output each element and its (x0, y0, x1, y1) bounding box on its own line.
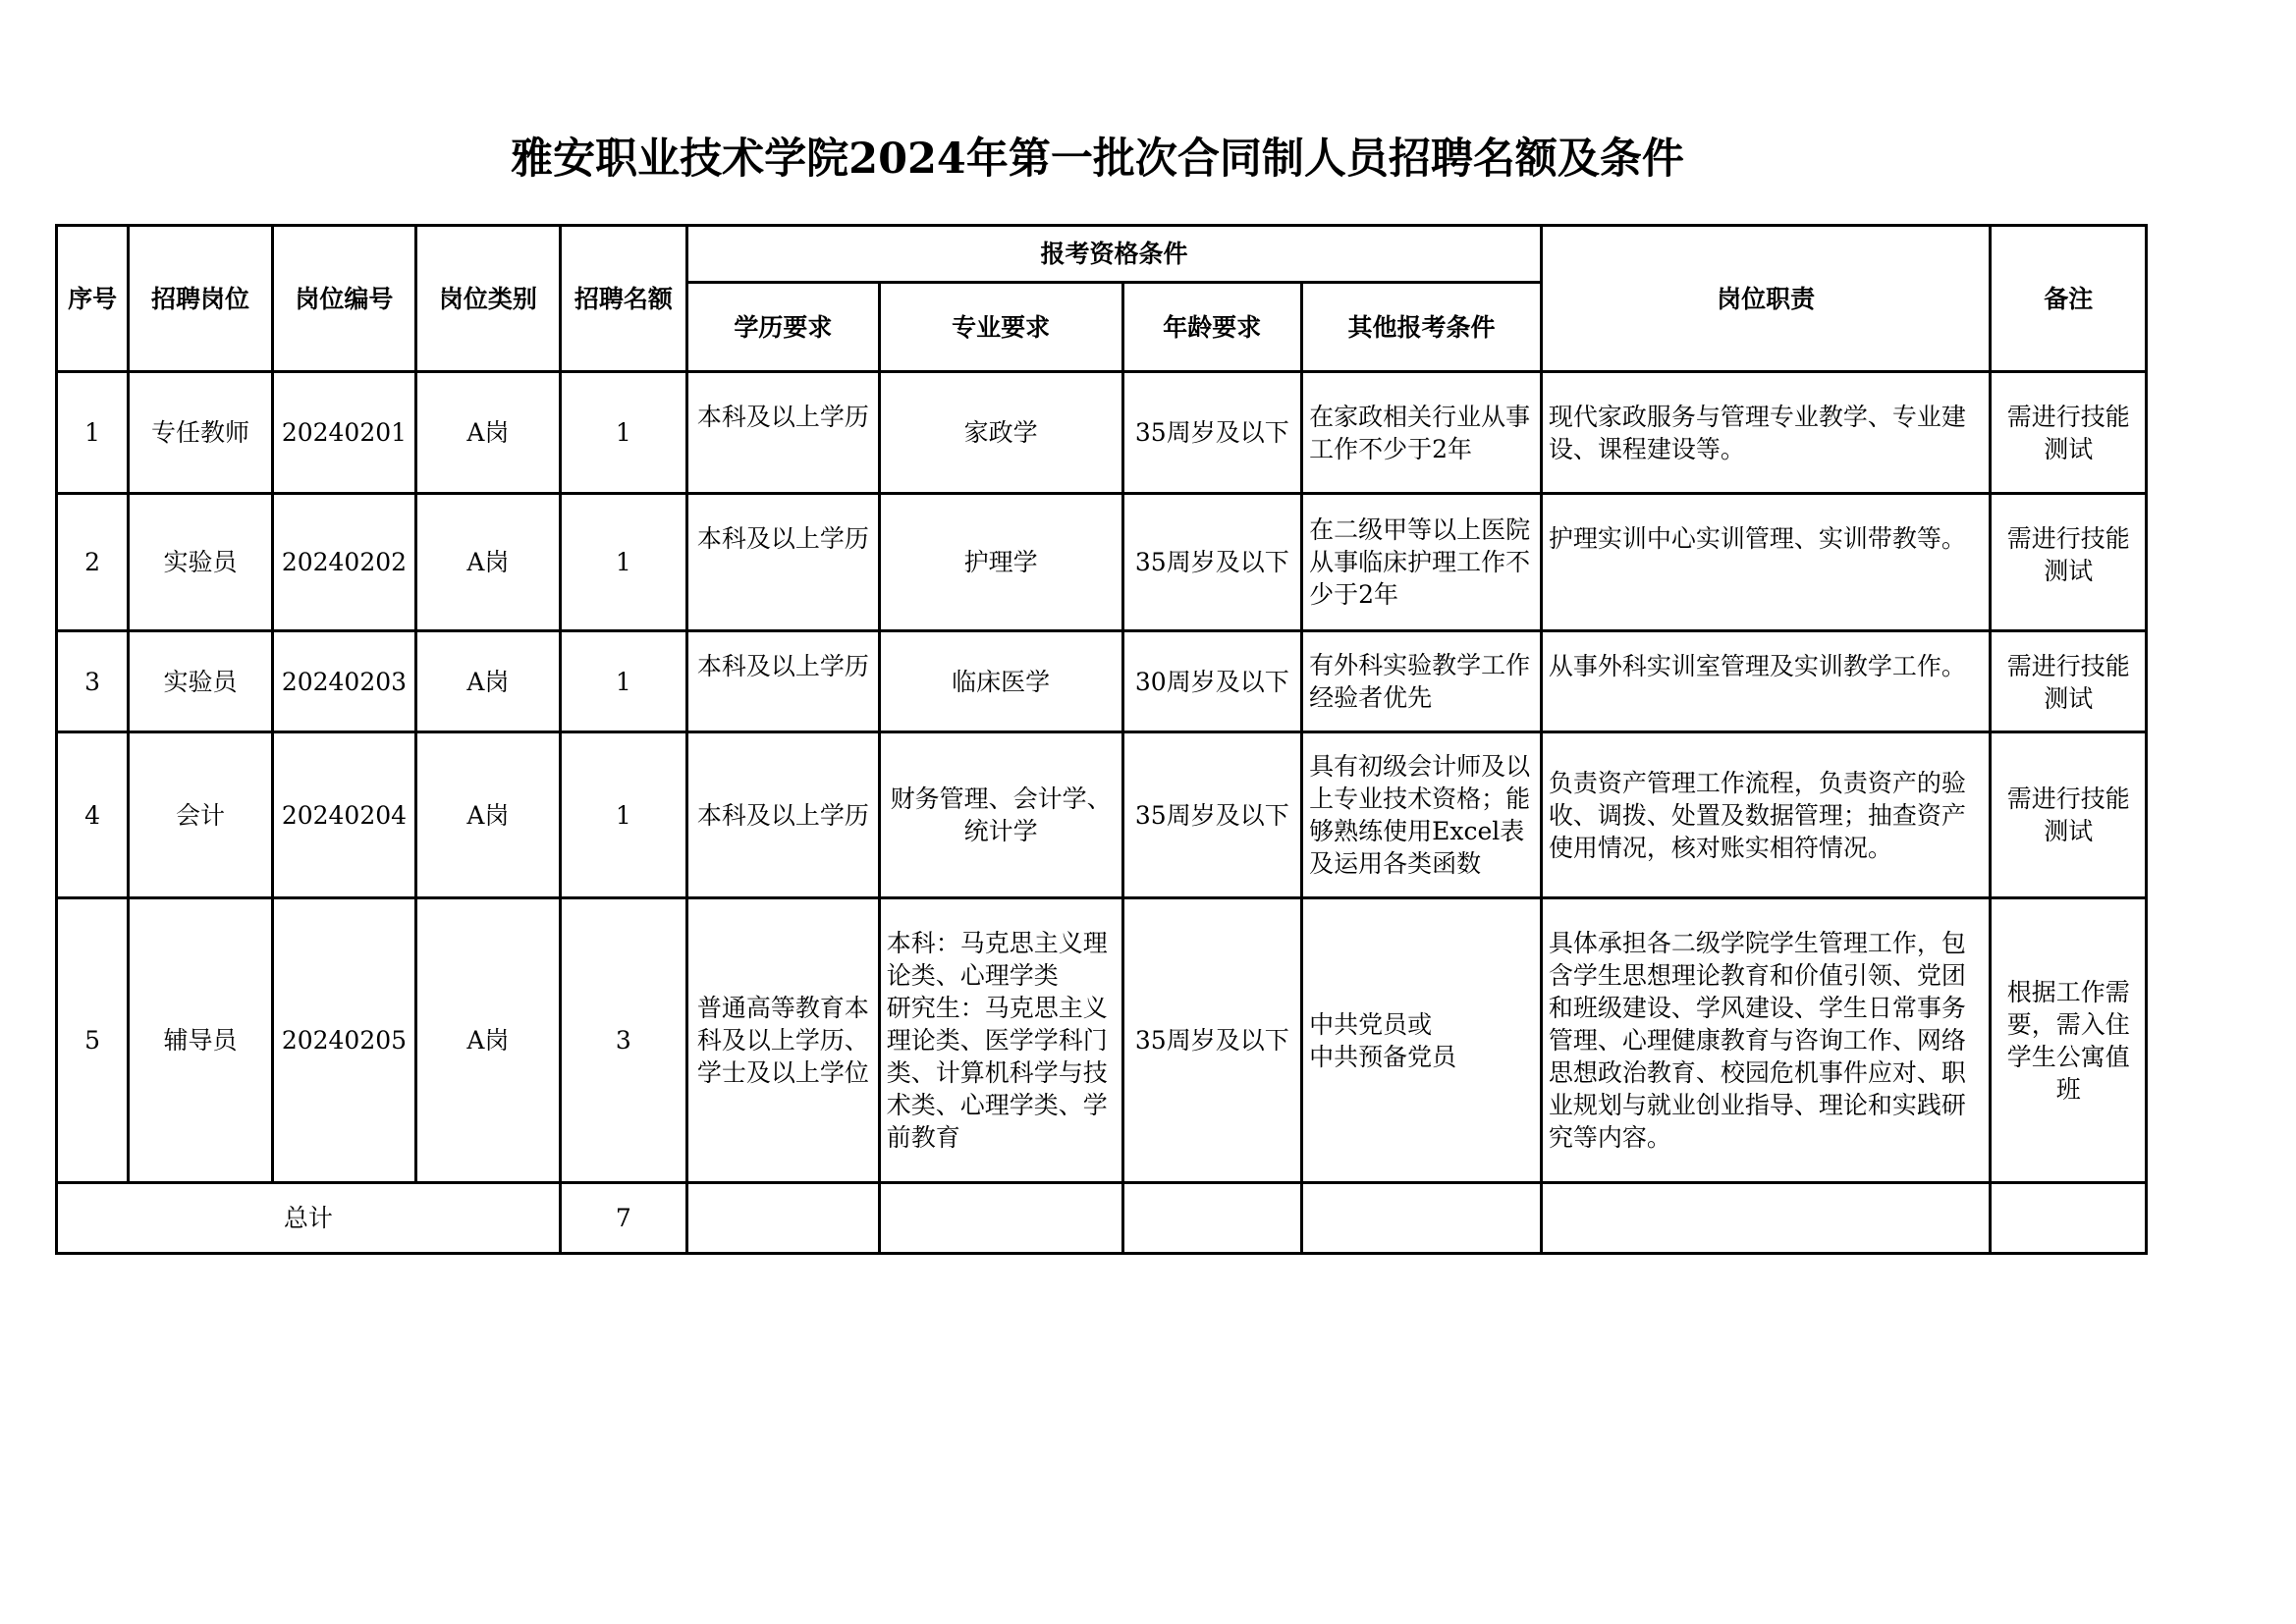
cell-remarks: 根据工作需要，需入住学生公寓值班 (1991, 898, 2147, 1183)
header-position: 招聘岗位 (129, 226, 272, 372)
cell-duties: 负责资产管理工作流程，负责资产的验收、调拨、处置及数据管理；抽查资产使用情况，核对账实相符情况。 (1541, 732, 1991, 898)
header-seq: 序号 (57, 226, 129, 372)
total-empty (1302, 1183, 1542, 1254)
cell-remarks: 需进行技能测试 (1991, 631, 2147, 732)
cell-major: 本科：马克思主义理论类、心理学类 研究生：马克思主义理论类、医学学科门类、计算机科学与技术类、心理学类、学前教育 (879, 898, 1122, 1183)
cell-remarks: 需进行技能测试 (1991, 494, 2147, 631)
recruitment-table (55, 224, 2148, 1255)
cell-quota: 1 (560, 372, 686, 494)
total-quota: 7 (560, 1183, 686, 1254)
header-quota: 招聘名额 (560, 226, 686, 372)
cell-code: 20240202 (272, 494, 415, 631)
cell-quota: 1 (560, 631, 686, 732)
total-label: 总计 (57, 1183, 561, 1254)
cell-major: 临床医学 (879, 631, 1122, 732)
header-row-1 (57, 226, 2147, 283)
cell-seq: 1 (57, 372, 129, 494)
cell-seq: 3 (57, 631, 129, 732)
cell-position: 会计 (129, 732, 272, 898)
cell-other: 中共党员或 中共预备党员 (1302, 898, 1542, 1183)
header-education: 学历要求 (687, 283, 880, 372)
header-major: 专业要求 (879, 283, 1122, 372)
page-title: 雅安职业技术学院2024年第一批次合同制人员招聘名额及条件 (511, 135, 1684, 184)
cell-category: A岗 (416, 494, 560, 631)
cell-category: A岗 (416, 631, 560, 732)
header-age: 年龄要求 (1122, 283, 1302, 372)
cell-other: 具有初级会计师及以上专业技术资格；能够熟练使用Excel表及运用各类函数 (1302, 732, 1542, 898)
cell-education: 本科及以上学历 (687, 372, 880, 494)
cell-other: 在家政相关行业从事工作不少于2年 (1302, 372, 1542, 494)
table-row (57, 494, 2147, 631)
cell-position: 专任教师 (129, 372, 272, 494)
total-empty (879, 1183, 1122, 1254)
cell-position: 实验员 (129, 494, 272, 631)
table-row (57, 898, 2147, 1183)
cell-remarks: 需进行技能测试 (1991, 732, 2147, 898)
cell-position: 辅导员 (129, 898, 272, 1183)
cell-duties: 护理实训中心实训管理、实训带教等。 (1541, 494, 1991, 631)
total-row (57, 1183, 2147, 1254)
table-row (57, 732, 2147, 898)
header-remarks: 备注 (1991, 226, 2147, 372)
cell-age: 35周岁及以下 (1122, 732, 1302, 898)
cell-position: 实验员 (129, 631, 272, 732)
table-row (57, 372, 2147, 494)
header-other: 其他报考条件 (1302, 283, 1542, 372)
cell-duties: 现代家政服务与管理专业教学、专业建设、课程建设等。 (1541, 372, 1991, 494)
cell-age: 35周岁及以下 (1122, 372, 1302, 494)
total-empty (1541, 1183, 1991, 1254)
total-empty (687, 1183, 880, 1254)
cell-age: 35周岁及以下 (1122, 898, 1302, 1183)
cell-major: 财务管理、会计学、统计学 (879, 732, 1122, 898)
cell-duties: 从事外科实训室管理及实训教学工作。 (1541, 631, 1991, 732)
total-empty (1122, 1183, 1302, 1254)
cell-seq: 2 (57, 494, 129, 631)
cell-education: 本科及以上学历 (687, 494, 880, 631)
cell-age: 30周岁及以下 (1122, 631, 1302, 732)
cell-code: 20240205 (272, 898, 415, 1183)
cell-code: 20240204 (272, 732, 415, 898)
cell-category: A岗 (416, 898, 560, 1183)
cell-major: 家政学 (879, 372, 1122, 494)
header-code: 岗位编号 (272, 226, 415, 372)
cell-quota: 3 (560, 898, 686, 1183)
cell-quota: 1 (560, 732, 686, 898)
cell-major: 护理学 (879, 494, 1122, 631)
cell-age: 35周岁及以下 (1122, 494, 1302, 631)
cell-education: 普通高等教育本科及以上学历、学士及以上学位 (687, 898, 880, 1183)
cell-seq: 4 (57, 732, 129, 898)
header-qualifications: 报考资格条件 (687, 226, 1542, 283)
cell-seq: 5 (57, 898, 129, 1183)
cell-category: A岗 (416, 732, 560, 898)
table-row (57, 631, 2147, 732)
cell-code: 20240203 (272, 631, 415, 732)
cell-other: 在二级甲等以上医院从事临床护理工作不少于2年 (1302, 494, 1542, 631)
cell-category: A岗 (416, 372, 560, 494)
cell-quota: 1 (560, 494, 686, 631)
cell-remarks: 需进行技能测试 (1991, 372, 2147, 494)
cell-other: 有外科实验教学工作经验者优先 (1302, 631, 1542, 732)
total-empty (1991, 1183, 2147, 1254)
cell-education: 本科及以上学历 (687, 732, 880, 898)
cell-code: 20240201 (272, 372, 415, 494)
cell-education: 本科及以上学历 (687, 631, 880, 732)
header-duties: 岗位职责 (1541, 226, 1991, 372)
cell-duties: 具体承担各二级学院学生管理工作，包含学生思想理论教育和价值引领、党团和班级建设、学风建设、学生日常事务管理、心理健康教育与咨询工作、网络思想政治教育、校园危机事件应对、职业规划与就业创业指导、理论和实践研究等内容。 (1541, 898, 1991, 1183)
header-category: 岗位类别 (416, 226, 560, 372)
